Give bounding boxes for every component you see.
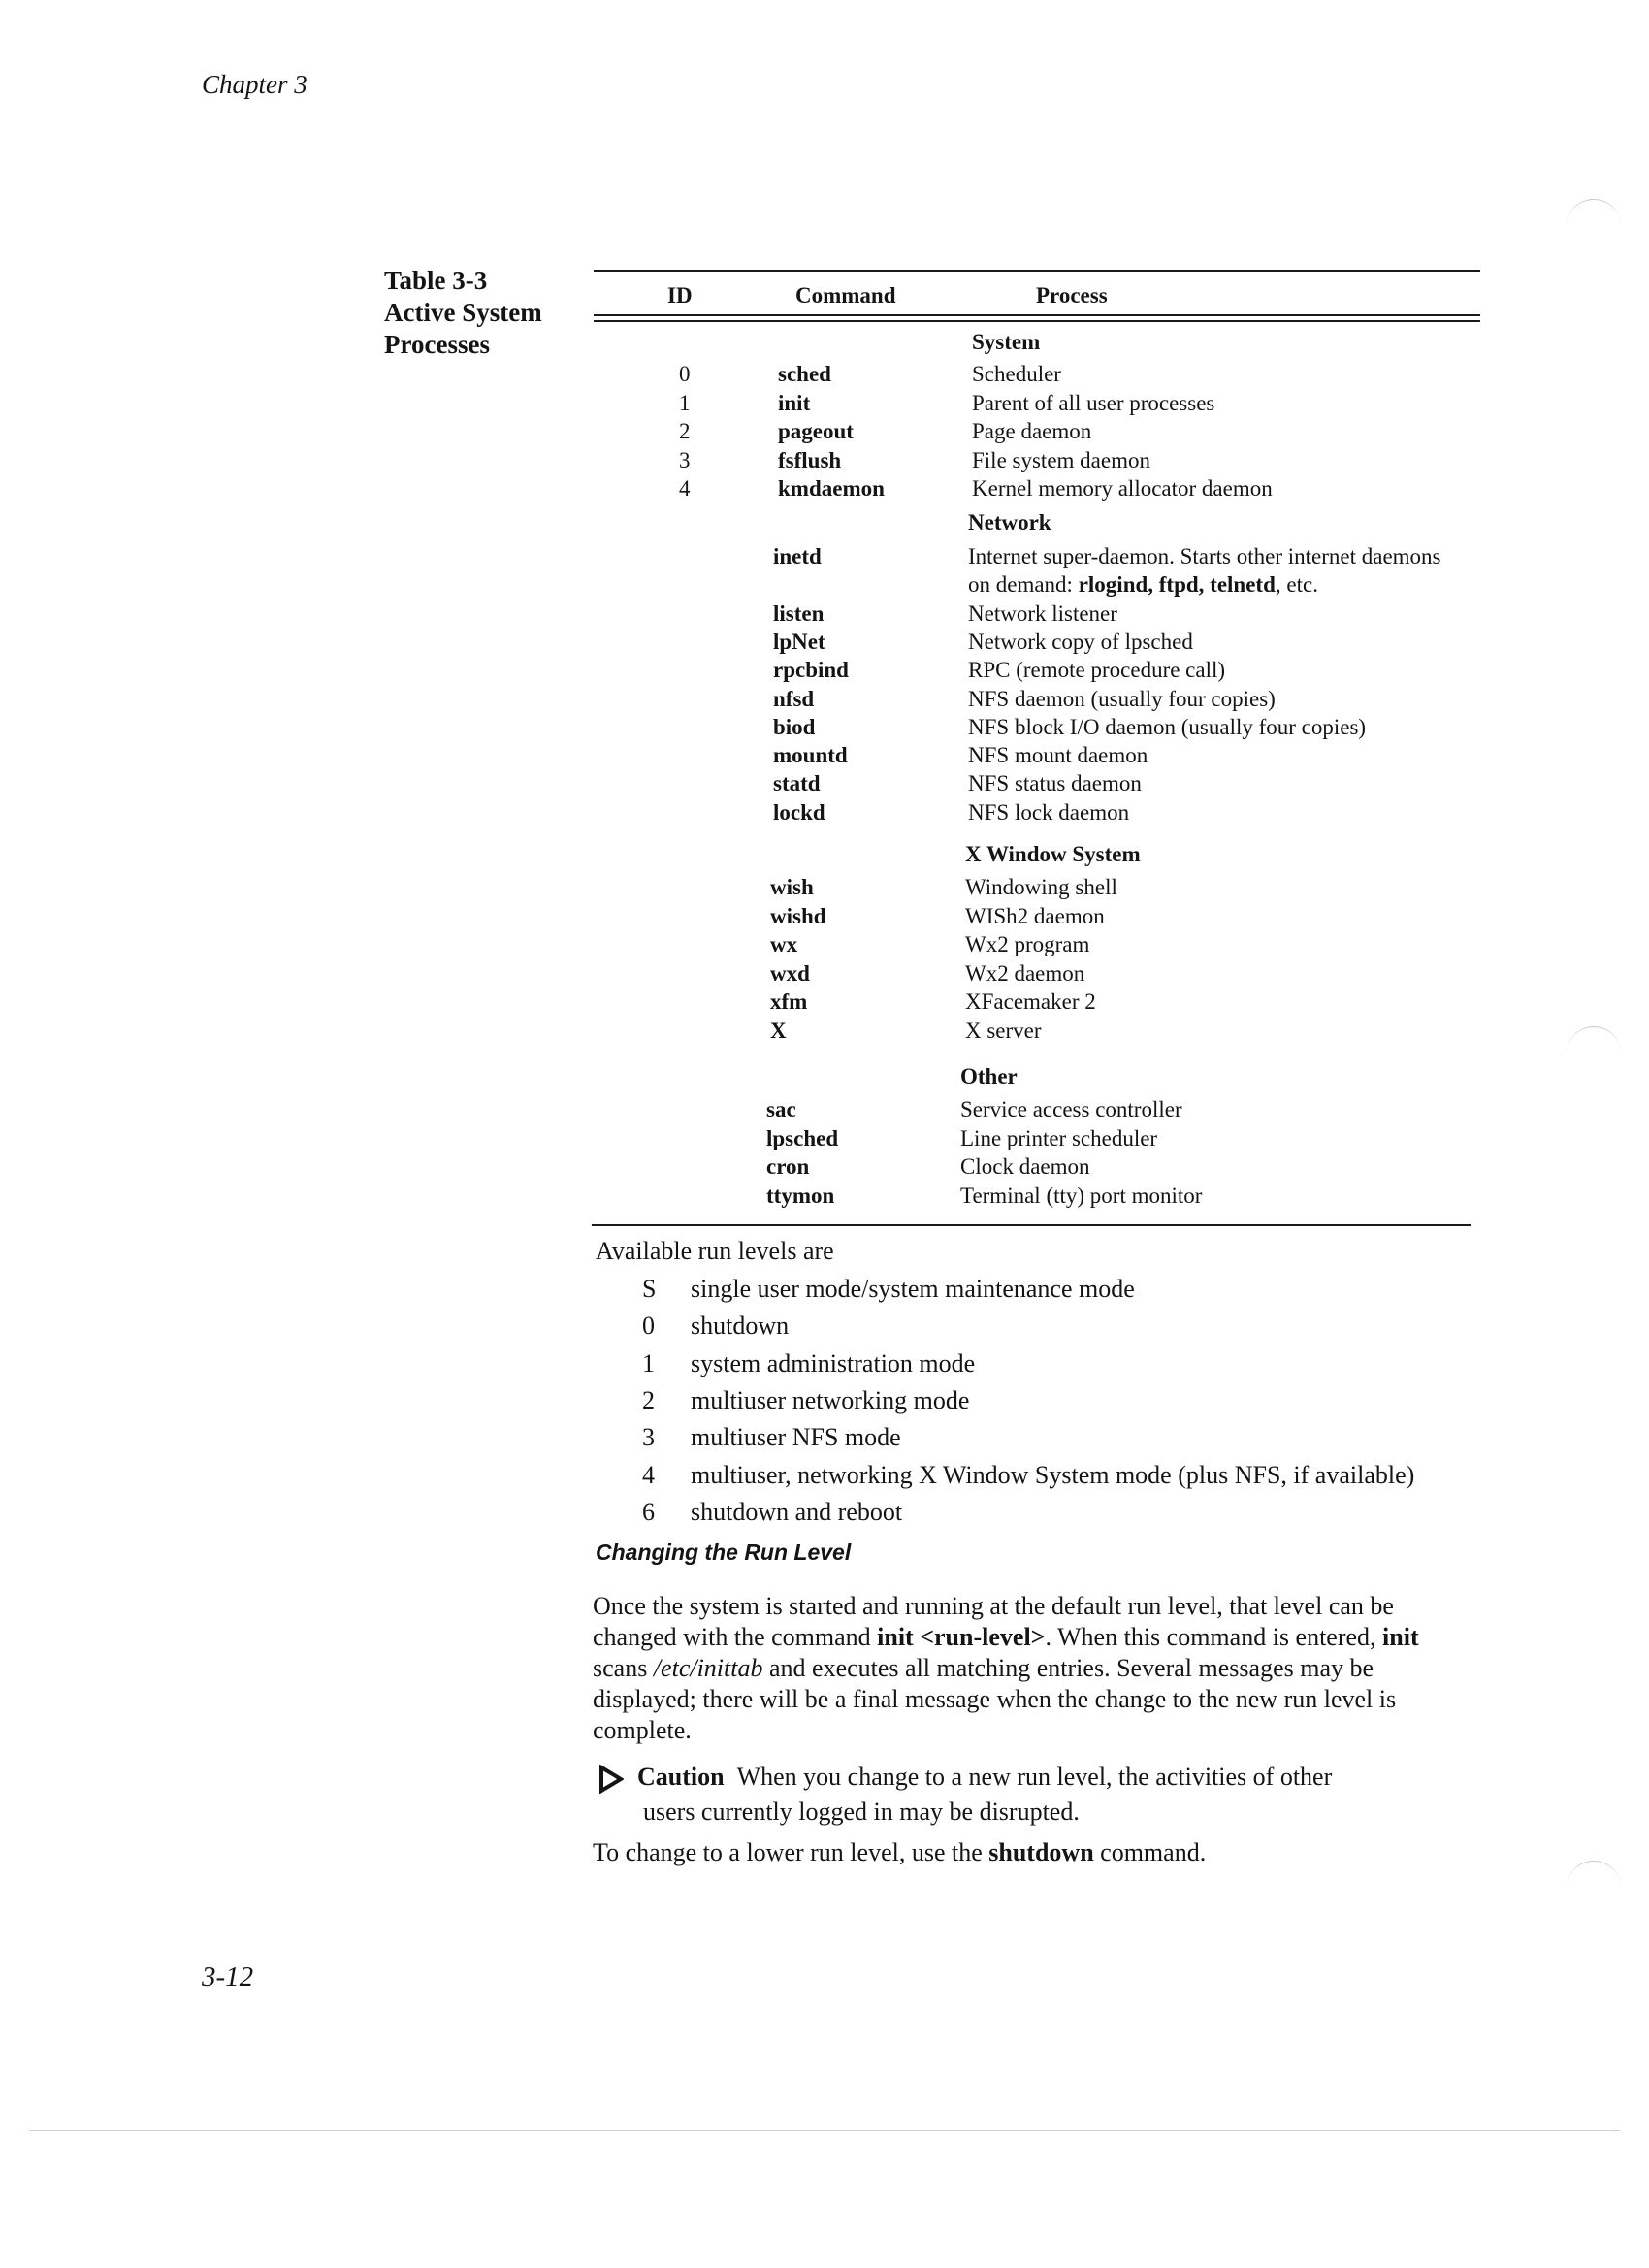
process-description: Terminal (tty) port monitor — [960, 1183, 1203, 1208]
process-description: RPC (remote procedure call) — [968, 658, 1226, 683]
run-levels-intro: Available run levels are — [596, 1237, 834, 1265]
process-command: listen — [773, 600, 824, 626]
table-bottom-rule — [592, 1224, 1471, 1226]
caution-triangle-icon — [598, 1765, 624, 1794]
process-description: Scheduler — [972, 362, 1061, 386]
run-level-description: multiuser networking mode — [691, 1386, 970, 1414]
column-header-id: ID — [667, 283, 693, 308]
process-description: Page daemon — [972, 419, 1092, 443]
process-command: cron — [766, 1154, 810, 1179]
process-command: nfsd — [773, 686, 815, 711]
table-top-rule — [594, 270, 1480, 272]
process-command: lpsched — [766, 1125, 839, 1150]
process-command: wish — [770, 875, 814, 899]
process-description: Parent of all user processes — [972, 390, 1215, 415]
run-level-code: 1 — [642, 1349, 655, 1377]
process-command: init — [778, 390, 811, 415]
run-level-description: system administration mode — [691, 1349, 976, 1377]
process-command: lpNet — [773, 629, 825, 654]
para-text: Once the system is started and running at the default run level, that level can be changed with the command — [593, 1592, 1394, 1651]
process-command: rpcbind — [773, 658, 849, 683]
process-description: Service access controller — [960, 1097, 1182, 1121]
process-description: File system daemon — [972, 447, 1150, 472]
process-description: Windowing shell — [965, 875, 1117, 899]
binder-hole-mark — [1567, 1861, 1621, 1891]
process-description: X server — [965, 1018, 1042, 1043]
process-description: Kernel memory allocator daemon — [972, 476, 1273, 501]
process-description: Line printer scheduler — [960, 1125, 1158, 1150]
table-caption-line: Processes — [384, 330, 490, 359]
process-description: Wx2 program — [965, 932, 1090, 956]
process-description: NFS block I/O daemon (usually four copies) — [968, 714, 1367, 739]
process-id: 0 — [679, 362, 691, 386]
closing-text: To change to a lower run level, use the — [593, 1838, 989, 1866]
process-description: Clock daemon — [960, 1154, 1090, 1179]
process-id: 4 — [679, 476, 691, 501]
process-description: Wx2 daemon — [965, 960, 1085, 986]
column-header-command: Command — [795, 283, 896, 308]
run-level-description: shutdown — [691, 1312, 790, 1340]
binder-hole-mark — [1567, 199, 1621, 229]
caution-line — [637, 1761, 1332, 1794]
para-text: scans — [593, 1654, 654, 1682]
process-id: 3 — [679, 447, 691, 472]
process-description: Network listener — [968, 600, 1117, 626]
process-id: 1 — [679, 390, 691, 415]
caution-text: users currently logged in may be disrupted. — [643, 1798, 1080, 1826]
run-level-description: shutdown and reboot — [691, 1498, 903, 1526]
run-level-code: 2 — [642, 1386, 655, 1414]
process-command: sched — [778, 362, 831, 386]
page-bottom-line — [29, 2130, 1620, 2131]
process-text: , etc. — [1275, 572, 1318, 598]
process-command: inetd — [773, 544, 822, 568]
caution-label: Caution — [637, 1763, 725, 1791]
run-level-code: 0 — [642, 1312, 655, 1340]
section-paragraph — [593, 1591, 1466, 1746]
para-path: /etc/inittab — [653, 1654, 763, 1682]
table-caption — [384, 265, 542, 361]
binder-hole-mark — [1567, 1026, 1621, 1056]
table-header-rule — [594, 320, 1480, 322]
process-description: NFS daemon (usually four copies) — [968, 686, 1276, 711]
table-group-title: X Window System — [965, 842, 1141, 866]
process-command: pageout — [778, 419, 854, 443]
page-number: 3-12 — [202, 1961, 254, 1993]
closing-command: shutdown — [988, 1838, 1094, 1866]
run-level-description: multiuser, networking X Window System mode (plus NFS, if available) — [691, 1461, 1415, 1489]
process-description: XFacemaker 2 — [965, 989, 1096, 1014]
run-level-description: multiuser NFS mode — [691, 1423, 901, 1451]
caution-text: When you change to a new run level, the activities of other — [736, 1763, 1333, 1791]
process-command: ttymon — [766, 1183, 835, 1208]
process-command: lockd — [773, 799, 825, 825]
table-caption-line: Active System — [384, 298, 542, 327]
table-group-title: System — [972, 330, 1041, 354]
para-text: and executes all matching entries. Several messages may be displayed; there will be a final message when the change to the new run level is complete. — [593, 1654, 1397, 1744]
run-level-code: 4 — [642, 1461, 655, 1489]
process-description: Network copy of lpsched — [968, 629, 1193, 654]
process-command: biod — [773, 714, 816, 739]
process-description — [968, 571, 1318, 599]
process-command: X — [770, 1018, 787, 1043]
process-description: NFS status daemon — [968, 771, 1142, 796]
run-level-code: 6 — [642, 1498, 655, 1526]
para-text: . When this command is entered, — [1045, 1623, 1383, 1651]
para-command: init — [1382, 1623, 1419, 1651]
table-caption-line: Table 3-3 — [384, 266, 488, 295]
table-group-title: Network — [968, 510, 1051, 535]
process-command: wxd — [770, 960, 810, 986]
run-level-code: 3 — [642, 1423, 655, 1451]
process-command: statd — [773, 771, 821, 796]
process-text: on demand: — [968, 572, 1079, 598]
process-command: wishd — [770, 903, 826, 928]
process-description: WISh2 daemon — [965, 903, 1105, 928]
process-id: 2 — [679, 419, 691, 443]
closing-text: command. — [1093, 1838, 1207, 1866]
chapter-header: Chapter 3 — [202, 70, 307, 99]
run-level-code: S — [642, 1275, 657, 1303]
column-header-process: Process — [1036, 283, 1108, 308]
process-command: fsflush — [778, 447, 842, 472]
section-heading: Changing the Run Level — [596, 1539, 852, 1565]
process-command: mountd — [773, 743, 848, 768]
para-command: init <run-level> — [877, 1623, 1046, 1651]
process-daemon-names: rlogind, ftpd, telnetd — [1078, 572, 1276, 598]
process-command: kmdaemon — [778, 476, 885, 501]
table-group-title: Other — [960, 1064, 1018, 1088]
process-command: sac — [766, 1097, 796, 1121]
process-command: wx — [770, 932, 798, 956]
process-description: Internet super-daemon. Starts other internet daemons — [968, 544, 1441, 568]
run-level-description: single user mode/system maintenance mode — [691, 1275, 1135, 1303]
process-description: NFS mount daemon — [968, 743, 1148, 768]
process-description: NFS lock daemon — [968, 799, 1130, 825]
closing-sentence — [593, 1838, 1206, 1867]
process-command: xfm — [770, 989, 808, 1014]
table-header-rule — [594, 314, 1480, 316]
